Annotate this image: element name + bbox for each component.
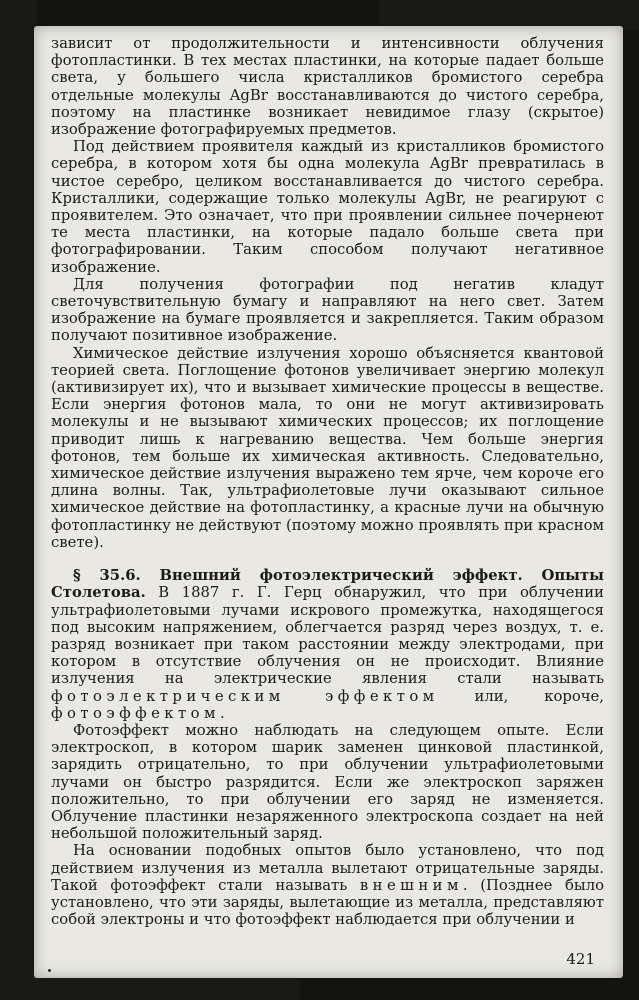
section-heading: § 35.6. Внешний фотоэлектрический эффект. Опыты Столетова. (51, 567, 604, 602)
book-page (34, 26, 623, 978)
body-text: или, короче, (438, 687, 604, 705)
body-text: зависит от продолжительности и интенсивности облучения фотопластинки. В тех местах пластинки, на которые падает больше света, у большего числа кристалликов бромистого серебра отдельные молекулы AgBr восстанавливаются до чистого серебра, поэтому на пластинке возникает невидимое глазу (скрытое) изображение фотографируемых предметов. (51, 35, 604, 139)
body-text: В 1887 г. Г. Герц обнаружил, что при облучении ультрафиолетовыми лучами искрового промежутка, находящегося под высоким напряжением, облегчается разряд через воздух, т. е. разряд возникает при таком расстоянии между электродами, при котором в отсутствие облучения он не происходит. Влияние излучения на электрические явления стали называть (51, 584, 604, 688)
text-block (51, 35, 604, 928)
page-number: 421 (566, 950, 595, 968)
emphasized-term: внешним (359, 876, 463, 894)
paragraph (51, 722, 604, 842)
emphasized-term: фотоэффектом (51, 704, 220, 722)
body-text: Для получения фотографии под негатив кладут светочувствительную бумагу и направляют на него свет. Затем изображение на бумаге проявляется и закрепляется. Таким образом получают позитивное изображение. (51, 275, 604, 345)
body-text: Под действием проявителя каждый из кристалликов бромистого серебра, в котором хотя бы одна молекула AgBr превратилась в чистое серебро, целиком восстанавливается до чистого серебра. Кристаллики, содержащие только молекулы AgBr, не реагируют с проявителем. Это означает, что при проявлении сильнее почернеют те места пластинки, на которые падало больше света при фотографировании. Таким способом получают негативное изображение. (51, 138, 604, 276)
ink-speck (48, 969, 51, 972)
body-text: . (219, 704, 225, 722)
body-text: На основании подобных опытов было установлено, что под действием излучения из металла вылетают отрицательные заряды. Такой фотоэффект стали называть (51, 842, 604, 894)
body-text: . (Позднее было установлено, что эти заряды, вылетающие из металла, представляют собой электроны и что фотоэффект наблюдается при облучении и (51, 876, 604, 929)
body-text: Химическое действие излучения хорошо объясняется квантовой теорией света. Поглощение фотонов увеличивает энергию молекул (активизирует их), что и вызывает химические процессы в веществе. Если энергия фотонов мала, то они не могут активизировать молекулы и не вызывают химических процессов; их поглощение приводит лишь к нагреванию вещества. Чем больше энергия фотонов, тем больше их химическая активность. Следовательно, химическое действие излучения выражено тем ярче, чем короче его длина волны. Так, ультрафиолетовые лучи оказывают сильное химическое действие на фотопластинку, а красные лучи на обычную фотопластинку не действуют (поэтому можно проявлять при красном свете). (51, 344, 604, 551)
paragraph (51, 842, 604, 928)
body-text: Фотоэффект можно наблюдать на следующем опыте. Если электроскоп, в котором шарик заменен цинковой пластинкой, зарядить отрицательно, то при облучении ультрафиолетовыми лучами он быстро разрядится. Если же электроскоп заряжен положительно, то при облучении его заряд не изменяется. Облучение пластинки незаряженного электроскопа создает на ней небольшой положительный заряд. (51, 721, 604, 843)
scan-edge-left (0, 0, 37, 1000)
paragraph (51, 138, 604, 276)
emphasized-term: фотоэлектрическим эффектом (51, 687, 439, 705)
paragraph (51, 35, 604, 138)
paragraph (51, 567, 604, 722)
paragraph (51, 276, 604, 345)
paragraph (51, 345, 604, 551)
